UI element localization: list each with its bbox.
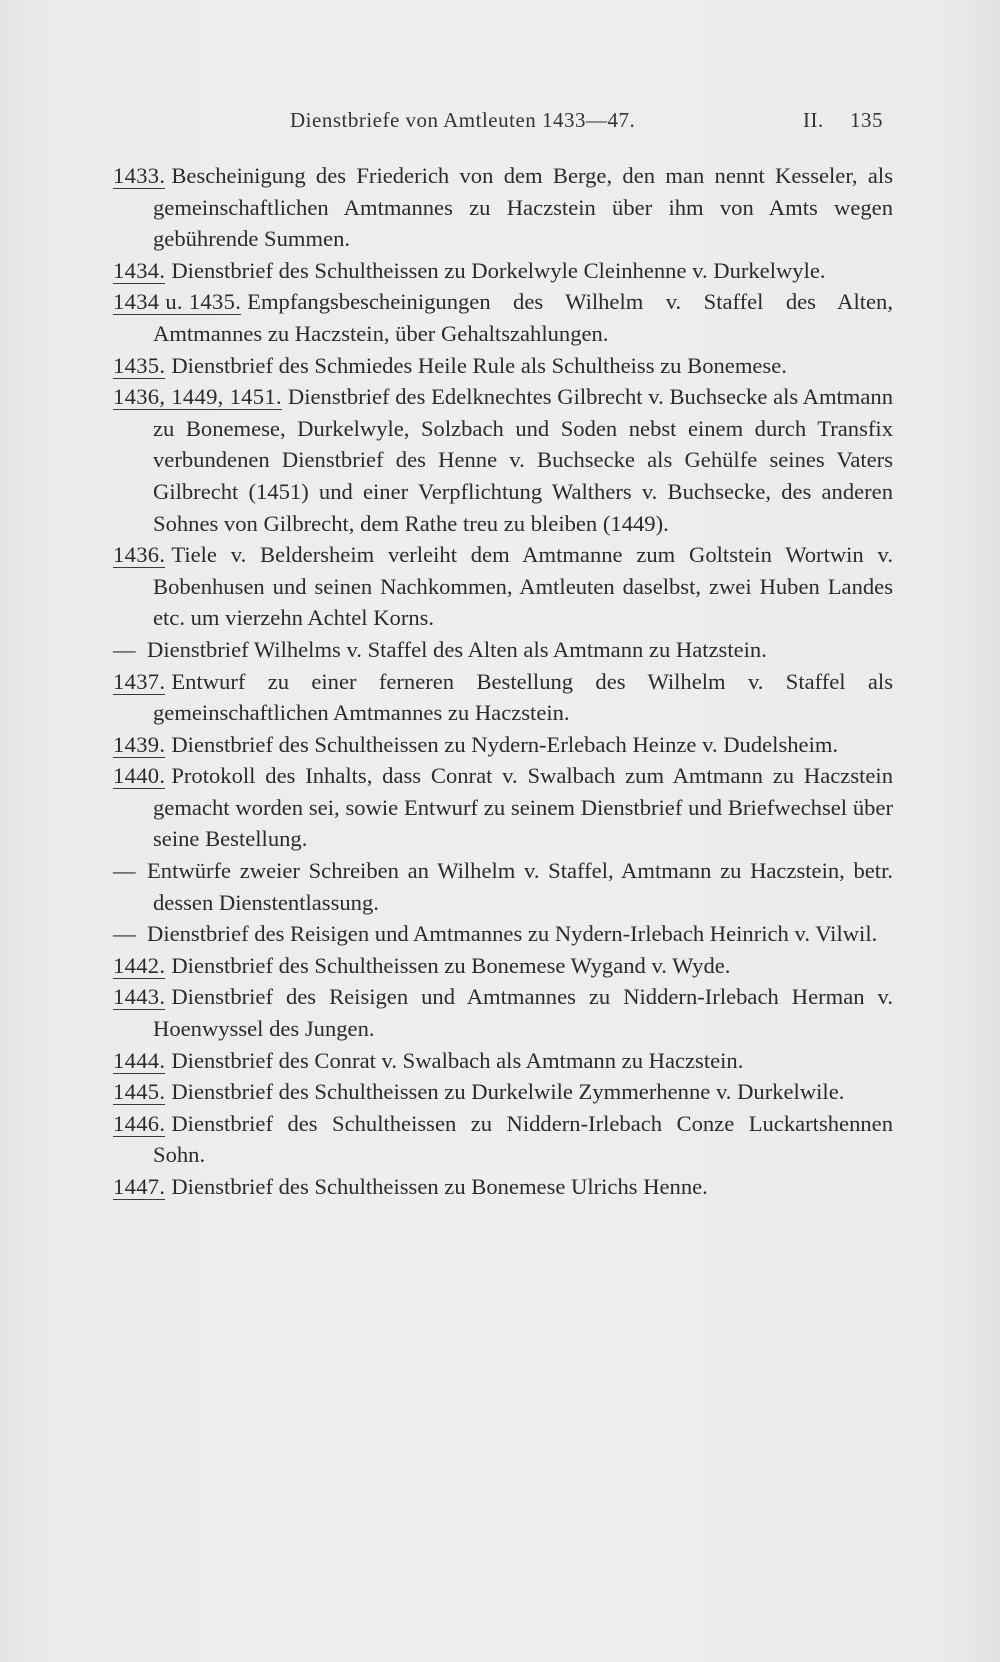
entry-text: Entwürfe zweier Schreiben an Wilhelm v. Staffel, Amtmann zu Haczstein, betr. dessen Dienstentlassung. <box>147 858 893 915</box>
entry <box>113 539 893 634</box>
entry-text: Dienstbrief Wilhelms v. Staffel des Alten als Amtmann zu Hatzstein. <box>147 636 767 662</box>
entry-text: Dienstbrief des Schultheissen zu Dorkelwyle Cleinhenne v. Durkelwyle. <box>171 257 826 283</box>
entry <box>113 381 893 539</box>
entry-text: Dienstbrief des Reisigen und Amtmannes zu Niddern-Irlebach Herman v. Hoenwyssel des Jungen. <box>153 984 893 1042</box>
header-section: II. <box>803 108 824 132</box>
entry-dash: — <box>113 858 136 884</box>
entry <box>113 350 893 382</box>
entry <box>113 855 893 918</box>
entry-text: Bescheinigung des Friederich von dem Berge, den man nennt Kesseler, als gemeinschaftlichen Amtmannes zu Haczstein über ihm von Amts wegen gebührende Summen. <box>153 163 893 252</box>
entry-text: Dienstbrief des Conrat v. Swalbach als Amtmann zu Haczstein. <box>171 1047 744 1073</box>
entry-text: Protokoll des Inhalts, dass Conrat v. Swalbach zum Amtmann zu Haczstein gemacht worden sei, sowie Entwurf zu seinem Dienstbrief und Briefwechsel über seine Bestellung. <box>153 763 893 852</box>
entry <box>113 286 893 349</box>
entry-text: Dienstbrief des Schmiedes Heile Rule als Schultheiss zu Bonemese. <box>171 352 787 378</box>
entry-dash: — <box>113 636 136 662</box>
entry-year: 1446. <box>113 1110 166 1136</box>
entry <box>113 760 893 855</box>
entry-list <box>113 160 893 1203</box>
entry-year: 1436, 1449, 1451. <box>113 384 282 410</box>
entry-year: 1445. <box>113 1079 166 1105</box>
entry-dash: — <box>113 921 136 947</box>
entry-year: 1436. <box>113 542 166 568</box>
entry <box>113 950 893 982</box>
entry <box>113 1045 893 1077</box>
entry-year: 1442. <box>113 952 166 978</box>
entry <box>113 918 893 950</box>
entry-year: 1437. <box>113 668 166 694</box>
page-number: 135 <box>850 108 883 132</box>
entry-text: Dienstbrief des Schultheissen zu Nydern-Erlebach Heinze v. Dudelsheim. <box>171 731 839 757</box>
entry-year: 1443. <box>113 984 166 1010</box>
entry-text: Dienstbrief des Schultheissen zu Bonemese Ulrichs Henne. <box>171 1174 708 1199</box>
entry-text: Dienstbrief des Reisigen und Amtmannes zu Nydern-Irlebach Heinrich v. Vilwil. <box>147 921 878 947</box>
entry <box>113 160 893 255</box>
entry <box>113 729 893 761</box>
entry-year: 1439. <box>113 731 166 757</box>
entry-year: 1433. <box>113 163 166 188</box>
entry <box>113 634 893 666</box>
entry-year: 1447. <box>113 1174 166 1199</box>
entry-year: 1434 u. 1435. <box>113 289 242 315</box>
entry-year: 1440. <box>113 763 166 789</box>
entry-text: Dienstbrief des Schultheissen zu Niddern-Irlebach Conze Luckartshennen Sohn. <box>153 1110 893 1168</box>
entry <box>113 1108 893 1171</box>
entry-text: Tiele v. Beldersheim verleiht dem Amtmanne zum Goltstein Wortwin v. Bobenhusen und seinen Nachkommen, Amtleuten daselbst, zwei Huben Landes etc. um vierzehn Achtel Korns. <box>153 542 893 631</box>
entry-year: 1435. <box>113 352 166 378</box>
entry-year: 1434. <box>113 257 166 283</box>
entry-year: 1444. <box>113 1047 166 1073</box>
header-title: Dienstbriefe von Amtleuten 1433—47. <box>290 108 636 132</box>
entry <box>113 981 893 1044</box>
entry-text: Empfangsbescheinigungen des Wilhelm v. Staffel des Alten, Amtmannes zu Haczstein, über Gehaltszahlungen. <box>153 289 893 346</box>
entry <box>113 1171 893 1203</box>
entry <box>113 255 893 287</box>
entry <box>113 1076 893 1108</box>
entry <box>113 666 893 729</box>
entry-text: Dienstbrief des Schultheissen zu Bonemese Wygand v. Wyde. <box>171 952 731 978</box>
entry-text: Entwurf zu einer ferneren Bestellung des Wilhelm v. Staffel als gemeinschaftlichen Amtmannes zu Haczstein. <box>153 668 893 726</box>
entry-text: Dienstbrief des Edelknechtes Gilbrecht v. Buchsecke als Amtmann zu Bonemese, Durkelwyle, Solzbach und Soden nebst einem durch Transfix verbundenen Dienstbrief des Henne v. Buchsecke als Gehülfe seines Vaters Gilbrecht (1451) und einer Verpflichtung Walthers v. Buchsecke, des anderen Sohnes von Gilbrecht, dem Rathe treu zu bleiben (1449). <box>153 384 893 536</box>
entry-text: Dienstbrief des Schultheissen zu Durkelwile Zymmerhenne v. Durkelwile. <box>171 1079 845 1105</box>
